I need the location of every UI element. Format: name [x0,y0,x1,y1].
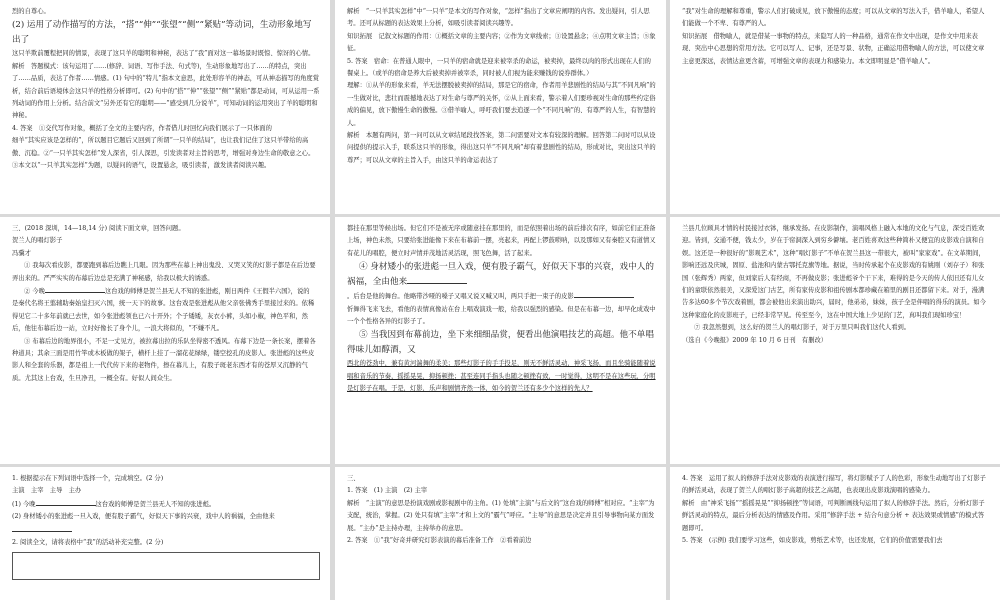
text-paragraph: 细羊“其实应该是怎样的”，所以题目它题后又回到了所谓“一只羊的结局”，也让我们记住了这只羊带给的高傲、沉稳。②“一只羊其实怎样”发人深省，引人深思，引发读者对主旨的思考，增强对身边生命的敬意之心。③本文以“一只羊其实怎样”为题，以疑问的语气，设置悬念，吸引读者，激发读者阅读兴趣。 [12,137,315,170]
text-paragraph: 这只羊欺前覆程把同的情景，表现了这只羊的聪明和神秘，表达了“我”面对这一幕场景时既惊、惊讶的心情。 [12,50,315,58]
answer-table [12,552,320,580]
fill-blank [407,276,467,284]
page-middle-right [670,217,1000,464]
text-paragraph: 是秦代名将王翦辅助秦始皇扫灭六国，统一天下的故事。这台戏是张进彪从他父亲张佛秀手里接过来的。依稀得见它二十多年前就已去世，如今张进彪领也已六十开外；个子矮矮，灰衣小裤，头如小椒，神色平和，然后，他往布幕后边一站，立时好像长了身个儿，一浪大将似的，“不嫌不凡。 [12,300,315,333]
page-top-left [0,0,330,214]
text-paragraph: 4. 答案 运用了拟人的修辞手法对皮影戏的表演进行描写，将灯影赋予了人的色彩，形象生动地写出了灯影子的鲜活灵动，表现了贺兰人的唱灯影子高超的技艺之高超，也表现出皮影戏演唱的感染力。 [682,475,986,495]
text-paragraph: 2. 答案 ①“我”好奇并研究灯影表演的幕后准备工作 ②看着前边 [347,537,532,545]
text-paragraph: 解析 由“神采飞扬”“摇摇晃晃”“抑扬顿挫”等词语，可判断画线句运用了拟人的修辞手法。然后，分析灯影子鲜活灵动的特点，最后分析表达的情感及作用。采用“修辞手法 + 结合句意分析 + 表达效果或情感”的模式答题即可。 [682,499,985,532]
text-paragraph: 冯骥才 [12,249,31,257]
text-paragraph: 解析 本题有两问，第一问可以从文章结尾段找答案，第二问需要对文本有较深的理解。回答第二问时可以从设问提供的提示入手，联系这只羊的形象，得出这只羊“不同凡响”却有着悲剧性的结局，形成对比，突出这只羊的尊严；可以从文章的主旨入手，由这只羊的命运表达了 [347,132,656,164]
text-paragraph: 贺兰人的唱灯影子 [12,237,63,245]
text-paragraph: 理解：①从羊的形象来看，羊无法摆脱被卖掉的结局，那是它的宿命，作者用羊悲剧性的结局与其“不同凡响”的一生做对比，悲壮而震撼地表达了对生命与尊严的关怀，②从上面来看，警示着人们要珍视对生命的那些约定俗成的偏见，放下傲慢生命的傲慢。③借羊喻人，呼吁我们要去追逐一个“不同凡响”的、有尊严的人生，有智慧的人。 [347,82,656,127]
text-paragraph: 西北的苍劲中，兼有黄河湍舞的柔美；那些灯影子的手手投足，则无不鲜活灵动，神采飞扬，而且坐骑能随着说唱和音乐的节奏，摇摇晃晃，抑扬顿挫；甚至连同手指头也随之顿挫有致，一时觉得，这明不是在这些玩，分明是灯影子在唱。于是，灯影，乐声和剧情齐然一体，如今的贺兰还有多少个这样的先人？ [347,360,656,393]
fill-blank [45,285,105,293]
text-paragraph: 1. 答案 (1) 主演 (2) 主宰 [347,487,428,495]
text-paragraph: 三、(2018 深圳，14—18,14 分) 阅读下面文章，回答问题。 [12,225,185,232]
fill-blank [574,290,634,298]
text-paragraph: 解析 答题模式：该句运用了……(修辞、词语、写作手法、句式等)，生动形象地写出了……的特点，突出了……品质，表达了作者……情感。(1) 句中的“特儿”指本文意思，此处形容羊的神态，可从神态描写的角度赏析，结合前后语境体会这只羊的性格分析即可。(2) 句中的“搭”“伸”“张望”“侧”“紧贴”都是动词，可从运用一系列动词的作用上分析。结合前文“另外还有它的聪明——”感受到几分说羊”，可知动词的运用突出了羊的聪明和神秘。 [12,62,320,120]
text-paragraph: 烈的自尊心。 [12,8,50,15]
text-paragraph: 。后台是他的舞台。他略带沙哑的嗓子又唱又说又喊又叫，两只手把一束子的皮影 [347,290,656,303]
page-middle-left [0,217,330,464]
text-paragraph: 解析 “一只羊其实怎样”中“一只羊”是本文的写作对象，“怎样”指出了文章应阐明的内容。发出疑问，引人思考。还可从标题的表达效果上分析，如吸引读者阅读兴趣等。 [347,8,650,28]
text-paragraph: 5. 答案 宿命：在普通人眼中，一只羊的宿命就是迎来被宰杀的命运，被卖掉，最终以肉的形式出现在人们的餐桌上。（或羊的宿命是养大后被卖掉并被宰杀，同时被人们视为能来赚钱的说券群体。） [347,57,651,78]
page-top-center [335,0,666,214]
text-paragraph: 知识拓展 借物喻人，就是借某一事物的特点，来隐写人的一种品格，通常在作文中出现，是作文中用来表现、突出中心思想的常用方法。它可以写人、记事，还是写景、状物，正确运用借物喻人的方法，可以使文章主意更深远，表情达意更含蓄，可增强文章的表现力和感染力。本文即明显是“借羊喻人”。 [682,32,985,65]
text-paragraph: 主演 主宰 主导 主办 [12,487,82,495]
fill-blank [36,498,96,506]
text-paragraph: （选自《今晚报》2009 年 10 月 6 日刊 有删改） [682,336,828,344]
text-paragraph: ② 今晚 这台戏的师傅是贺兰县无人不知的张进彪，刚日两件《王假半六国》，说的 [12,285,320,298]
text-paragraph: 5. 答案 (示例) 我们要学习这些，如皮影戏，剪纸艺术等，也还发展，它们的价值需要我们去 [682,537,943,545]
page-bottom-right [670,467,1000,600]
text-paragraph: “我”对生命的理解和尊重，警示人们打破成见，放下傲慢的态度；可以从文章的写法入手，借羊喻人，希望人们能做一个不卑、有尊严的人。 [682,8,985,28]
text-paragraph: ① 我每次看皮影，都要跑到幕后边瞧上几眼。因为那些在幕上神出鬼没、又哭又笑的灯影子都是在后边要弄出来的。严严实实的布幕后边总是充满了神秘感，给我以极大的诱惑。 [12,262,316,282]
page-middle-center [335,217,666,464]
text-paragraph: 2. 阅读全文，请将表格中“我”的活动补充完整。(2 分) [12,539,164,547]
text-paragraph: 三、 [347,475,360,482]
text-paragraph: 4. 答案 ①交代写作对象，概括了全文的主要内容，作者借儿时回忆向我们展示了一只体面的 [12,124,272,132]
text-paragraph: ⑦ 我忽然想到，这么好的贺兰人的唱灯影子，对于万里只叫我们这代人看到。 [694,324,911,332]
text-paragraph: (2) 身材矮小的张进彪一旦入戏，便有股子霸气，好似天下事的兴衰，戏中人的祸福，全由他来 [12,511,320,537]
text-paragraph: 1. 根据提示在下列词语中选择一个，完成填空。(2 分) [12,475,164,482]
text-paragraph: 忻舞得飞来飞去，看他的表情真像站在台上唱戏演戏一般，给我以强烈的感染。但是在布幕一边，却早化成戏中一个个性格各异的灯影子了。 [347,305,656,326]
page-bottom-center [335,467,666,600]
text-paragraph: 解析 “主演”的意思是扮演戏剧或影视剧中的主角。(1) 处填“主演”与后文的“这台戏的师傅”相对应。“主宰”为支配，统治，掌握。(2) 处只有填“主宰”才和上文的“霸气”呼应。“主导”的意思是决定并且引导事物向某方面发展。“主办”是主持办理，主持举办的意思。 [347,499,655,532]
text-paragraph: 兰县几位顾具才情的村民接过衣钵，继承发扬。在皮影制作，演唱风格上融入本地的文化与气息，深受百姓欢迎。皆到，交通不便，钱太少，岁在于窑洞深入到穷乡僻壤。老百姓喜欢这些种简朴又便宜的皮影戏自演和自娱。这还是一种很好的“影观艺术”，这种“唱灯影子”不单在贺兰县这一带很大，被叫“家家戏”。在文革期间，影响还远及庆城，固原、盐池和内蒙古鄂托克旗等地。据说，当时传承起个在皮影戏的有姚刚（刘存子）和张国（张辉秀）两家，但刘家后人有经商，不再做皮影；张进彪爷个干下来，难得的是今天的传人依旧还有儿女们的童联依然很美，又深爱这门古艺，所有家传皮影和祖传剧本都珍藏在箱里的剧目还都留下来。对于，漫满告多达60多个节次戏着剧，都会被他出来演出助兴，届时，他弟弟，妹妹，孩子全是伴唱的得乐的演员。如今这种家庭化的皮影班子，已经非常罕见。传至至今，这在中国大地上少见的门艺，真叫我们现如珍宝！ [682,225,986,319]
page-bottom-left [0,467,330,600]
text-paragraph: ③ 布幕后边的地界很小，不足一丈见方，被拉幕出拉的乐队坐得密不透风。布幕下边是一条长案，摆着各种道具；其余三面是用竹竿或木板做的架子，横杆上挂了一溜花花绿绿，镂空挖孔的皮影人。张进彪的这些皮影人和全套的乐器，都是祖上一代代传下来的老物件，擦在幕儿上，有股子斑老东西才有的苍厚又沉静的气质。尤其这上台戏，生旦净丑，一概全有。好似人间众生。 [12,337,316,382]
text-paragraph: (2) 运用了动作描写的方法，“搭”“伸”“张望”“侧”“紧贴”等动词，生动形象地写出了 [12,20,312,46]
text-paragraph: ⑤ 当我因到布幕前边，坐下来细细品赏，便看出他演唱技艺的高超。他不单唱得味儿如醇酒，又 [347,330,654,356]
text-paragraph: (1) 今晚 这台戏的师傅是贺兰县无人不知的张进彪。 [12,498,320,511]
fill-blank [12,524,72,532]
page-top-right [670,0,1000,214]
text-paragraph: 都挂在那里等候出场。但它们不是被无序或随意挂在那里的，而是依照着出场的前后排次有序，如前它们正准备上场，神色未然，只要给张进能像下来在布幕前一摆，亮起来，再配上锣鼓唢呐，以及那如又有秦腔又有道情又有花儿的唱腔，便立时声情并茂地活灵活现，照飞色舞，活了起来。 [347,225,656,257]
text-paragraph: ④ 身材矮小的张进彪一旦入戏，便有股子霸气，好似天下事的兴衰，戏中人的祸福，全由他来 [347,262,654,288]
text-paragraph: 知识拓展 记叙文标题的作用：①概括文章的主要内容；②作为文章线索；③设置悬念；④点明文章主旨；⑤象征。 [347,32,656,53]
